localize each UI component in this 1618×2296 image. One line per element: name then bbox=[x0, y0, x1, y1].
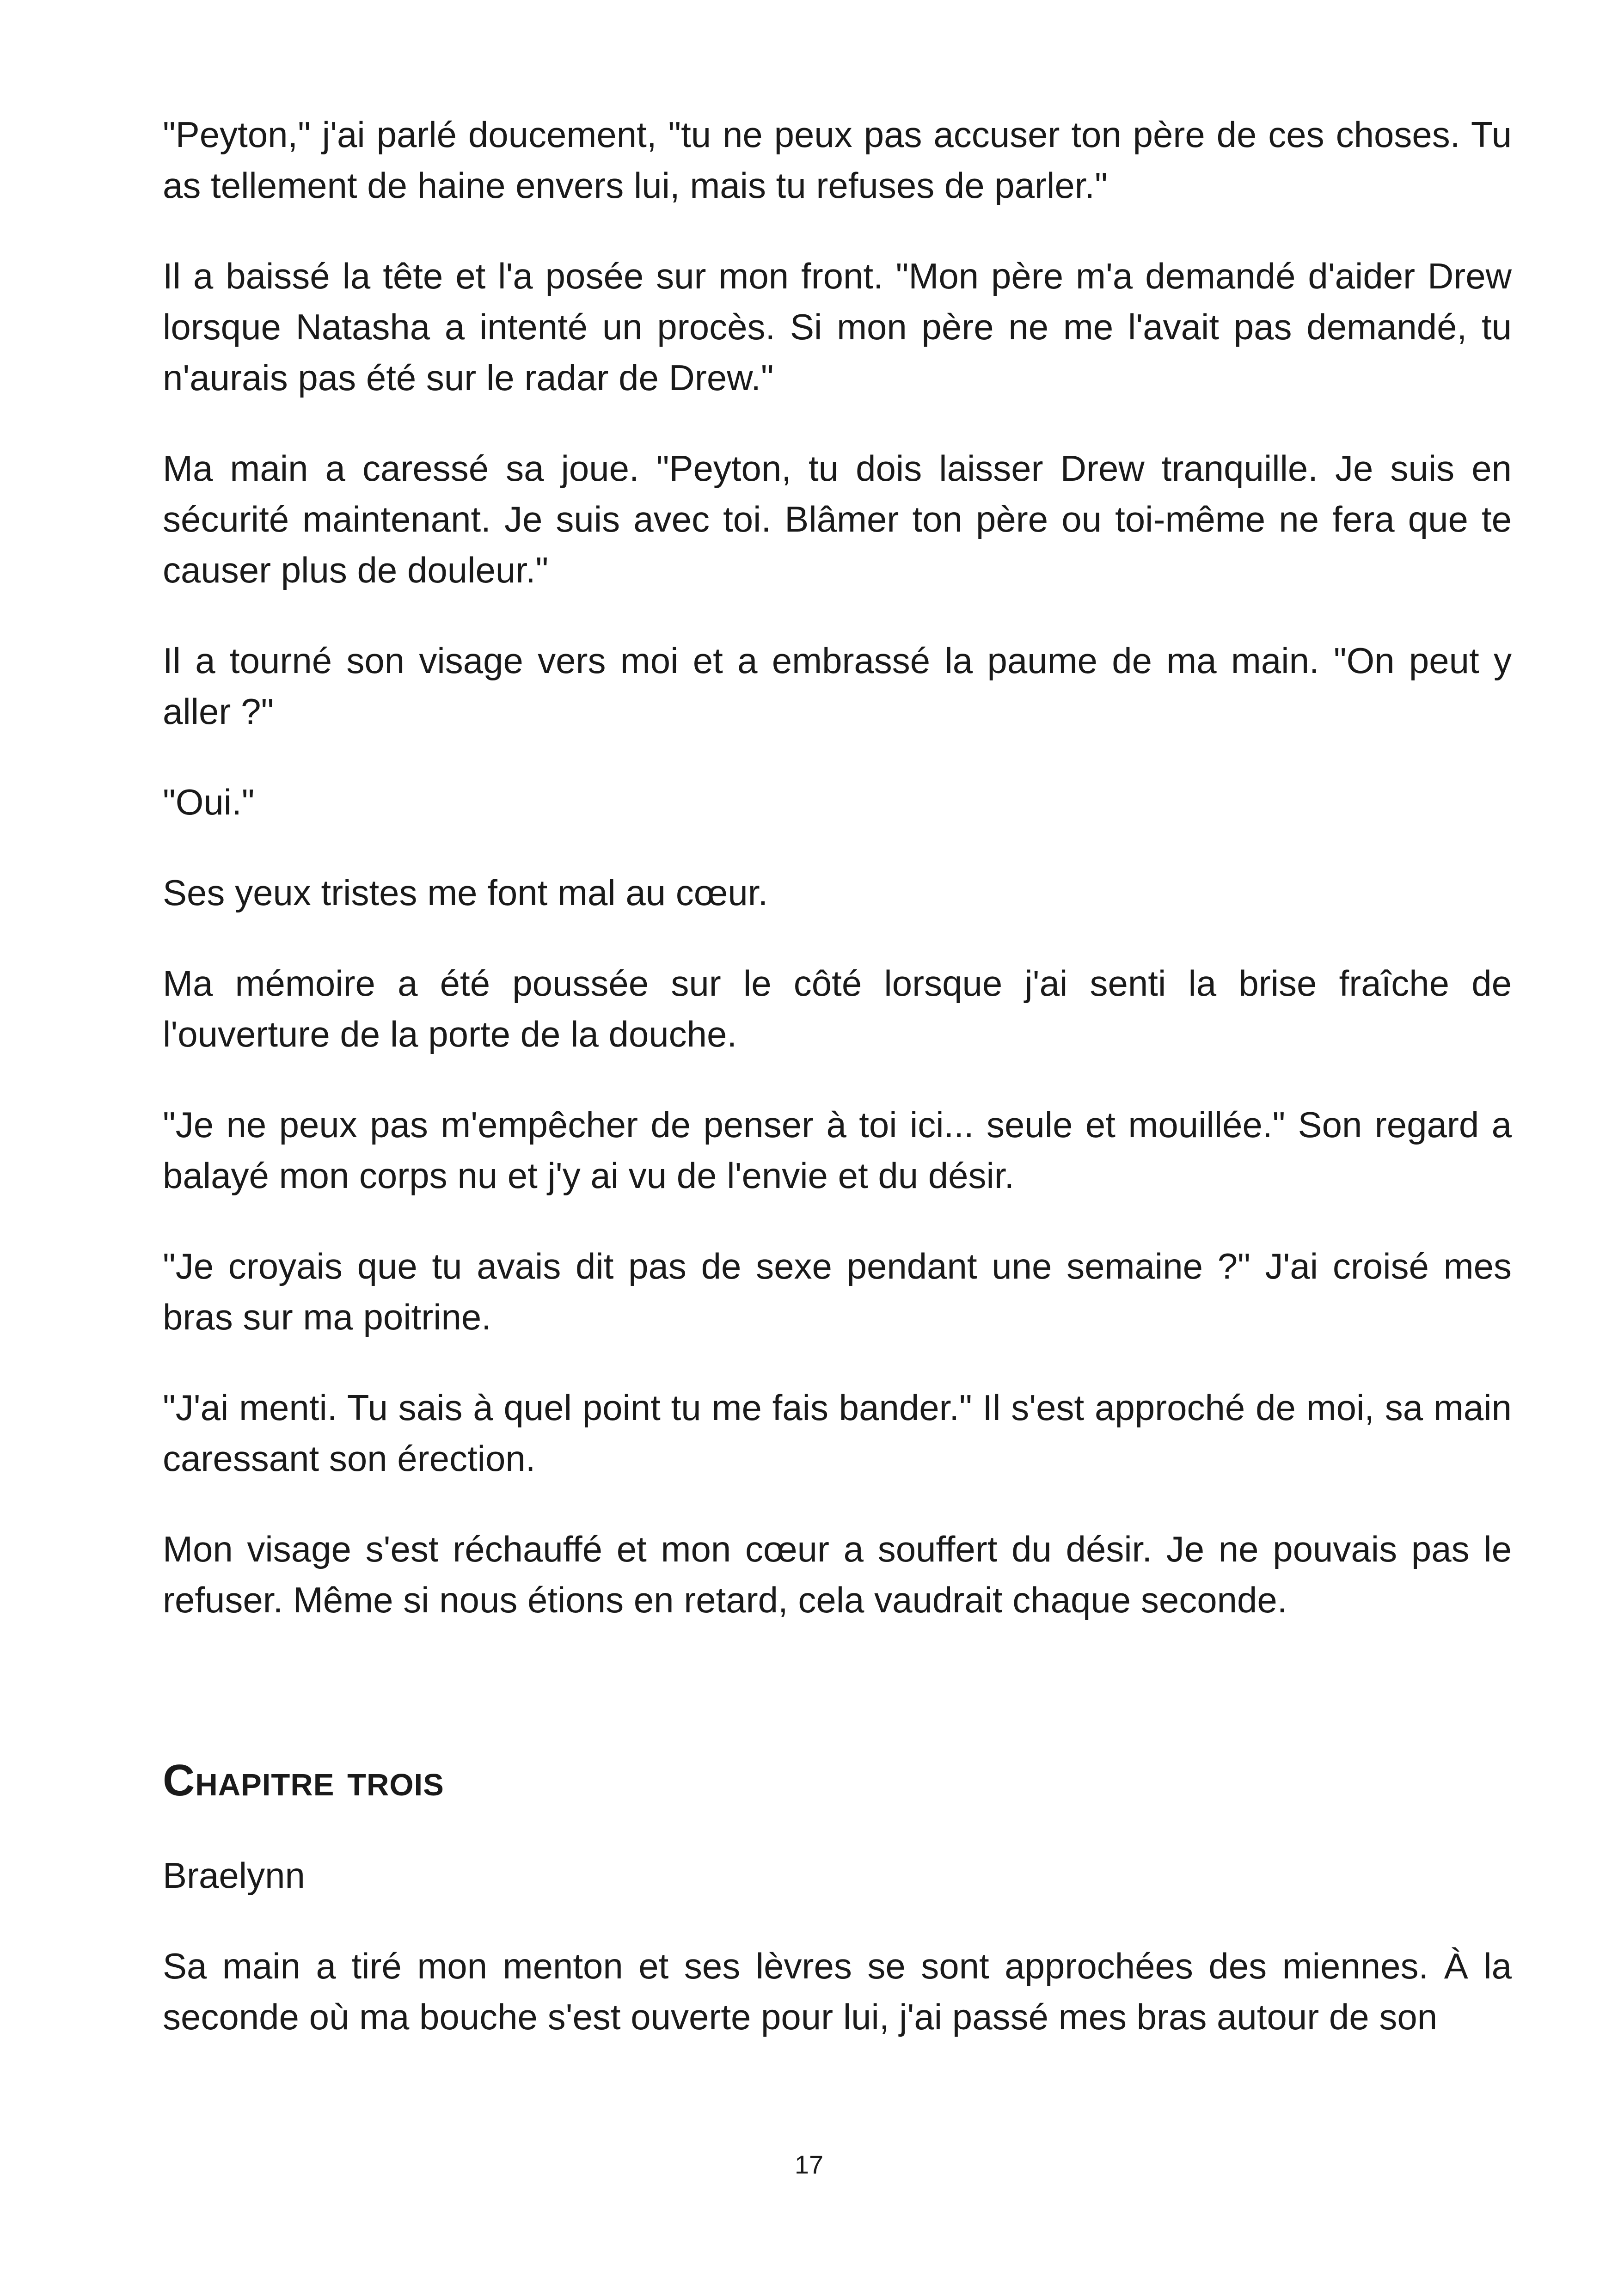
paragraph: Ses yeux tristes me font mal au cœur. bbox=[163, 872, 768, 913]
paragraph: Mon visage s'est réchauffé et mon cœur a souffert du désir. Je ne pouvais pas le refuser. Même si nous étions en retard, cela vaudrait chaque seconde. bbox=[163, 1529, 1512, 1620]
chapter-narrator: Braelynn bbox=[163, 1855, 305, 1896]
paragraph: "Peyton," j'ai parlé doucement, "tu ne peux pas accuser ton père de ces choses. Tu as tellement de haine envers lui, mais tu refuses de parler." bbox=[163, 114, 1512, 206]
paragraph: "Je ne peux pas m'empêcher de penser à toi ici... seule et mouillée." Son regard a balayé mon corps nu et j'y ai vu de l'envie et du désir. bbox=[163, 1104, 1512, 1196]
paragraph: "J'ai menti. Tu sais à quel point tu me fais bander." Il s'est approché de moi, sa main caressant son érection. bbox=[163, 1387, 1512, 1479]
page-body bbox=[163, 109, 1512, 2082]
paragraph: Il a tourné son visage vers moi et a embrassé la paume de ma main. "On peut y aller ?" bbox=[163, 640, 1512, 732]
page-number: 17 bbox=[794, 2150, 824, 2179]
paragraph: "Je croyais que tu avais dit pas de sexe pendant une semaine ?" J'ai croisé mes bras sur ma poitrine. bbox=[163, 1246, 1512, 1337]
paragraph: Sa main a tiré mon menton et ses lèvres se sont approchées des miennes. À la seconde où ma bouche s'est ouverte pour lui, j'ai passé mes bras autour de son bbox=[163, 1946, 1512, 2037]
paragraph: Il a baissé la tête et l'a posée sur mon front. "Mon père m'a demandé d'aider Drew lorsque Natasha a intenté un procès. Si mon père ne me l'avait pas demandé, tu n'aurais pas été sur le radar de Drew." bbox=[163, 256, 1512, 398]
paragraph: "Oui." bbox=[163, 782, 255, 822]
paragraph: Ma main a caressé sa joue. "Peyton, tu dois laisser Drew tranquille. Je suis en sécurité maintenant. Je suis avec toi. Blâmer ton père ou toi-même ne fera que te causer plus de douleur." bbox=[163, 448, 1512, 590]
chapter-title: Chapitre trois bbox=[163, 1756, 444, 1805]
paragraph: Ma mémoire a été poussée sur le côté lorsque j'ai senti la brise fraîche de l'ouverture de la porte de la douche. bbox=[163, 963, 1512, 1054]
